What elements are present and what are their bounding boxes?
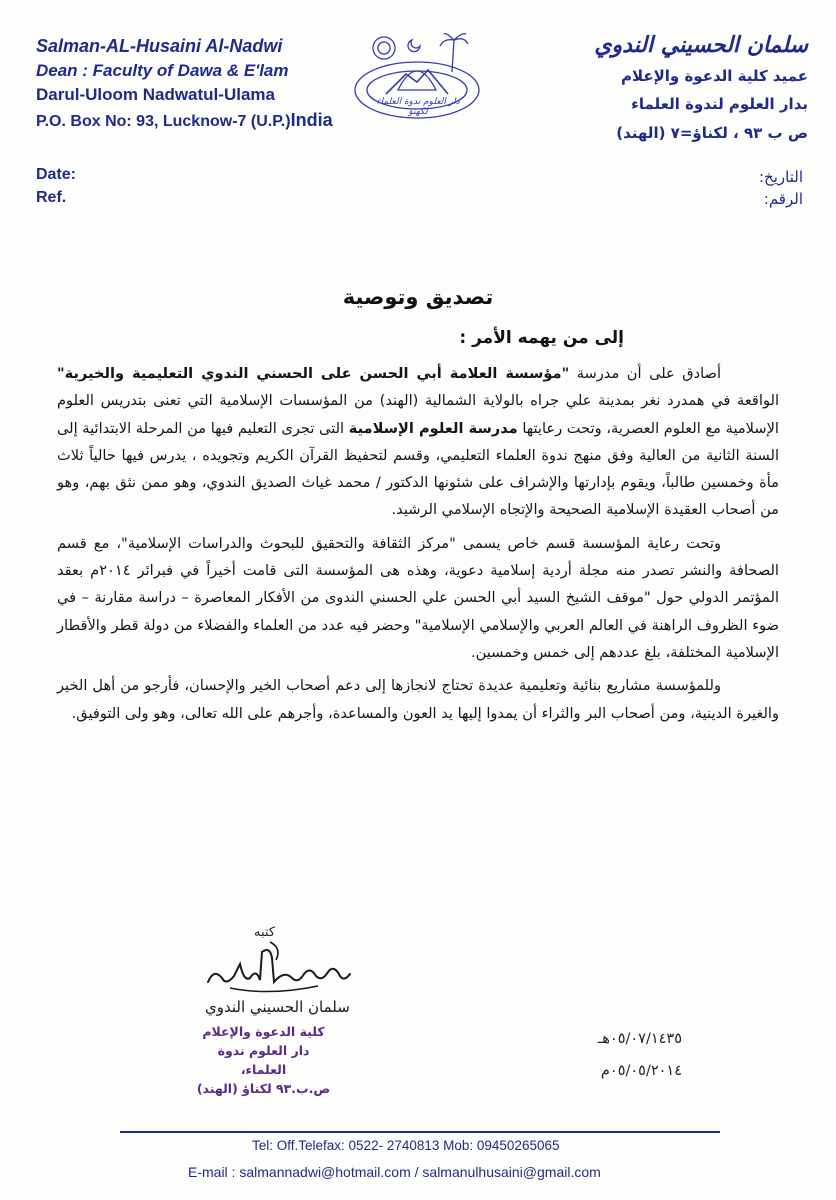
document-title: تصديق وتوصية (342, 285, 494, 309)
stamp-line-2: دار العلوم ندوة العلماء، (217, 1043, 310, 1077)
gregorian-date: ٠٥/٠٥/٢٠١٤م (600, 1063, 682, 1079)
meta-arabic (759, 166, 803, 210)
salutation: إلى من يهمه الأمر : (459, 328, 624, 348)
ref-label-en: Ref. (36, 189, 67, 206)
meta-english (36, 163, 76, 209)
stamp-line-1: كلية الدعوة والإعلام (202, 1024, 325, 1039)
emblem-inscription: دار العلوم ندوة العلماء لكهنؤ (376, 97, 460, 117)
stamp-line-3: ص.ب.٩٣ لكناؤ (الهند) (196, 1081, 331, 1096)
letterhead-english (36, 34, 346, 134)
footer-phones: Tel: Off.Telefax: 0522- 2740813 Mob: 09450265065 (252, 1138, 560, 1153)
letterhead-dean-en: Dean : Faculty of Dawa & E'lam (36, 60, 289, 80)
letterhead-address-ar: ص ب ٩٣ ، لكناؤ=٧ (الهند) (616, 124, 808, 142)
date-label-ar: التاريخ: (759, 168, 803, 186)
letterhead-arabic (508, 30, 808, 148)
address-line-en: P.O. Box No: 93, Lucknow-7 (U.P.) (36, 112, 291, 130)
letterhead-name-ar: سلمان الحسيني الندوي (594, 33, 808, 58)
official-stamp (196, 1022, 331, 1098)
date-label-en: Date: (36, 166, 77, 183)
footer-divider (120, 1131, 720, 1133)
school-name: مدرسة العلوم الإسلامية (348, 419, 518, 437)
foundation-name: "مؤسسة العلامة أبي الحسن على الحسني الندوي التعليمية والخيرية" (57, 365, 570, 382)
email-label: E-mail : (188, 1164, 240, 1180)
ref-label-ar: الرقم: (763, 190, 803, 208)
footer-emails (188, 1164, 601, 1180)
letterhead-address-en (36, 108, 346, 135)
letterhead-name-en: Salman-AL-Husaini Al-Nadwi (36, 36, 283, 56)
letterhead-institution-en: Darul-Uloom Nadwatul-Ulama (36, 85, 275, 104)
emblem-sun (373, 37, 395, 59)
letterhead-dean-ar: عميد كلية الدعوة والإعلام (620, 67, 808, 85)
country-en: India (290, 109, 333, 130)
paragraph-1-part-3: التى تجرى التعليم فيها من المرحلة الابتدائية إلى السنة الثانية من العالية وفق منهج ندوة العلماء التعليمي، وقسم لتحفيظ القرآن الكريم وتجويده ، يدرس فيها حالياً ثلاث مأة وخمسين طالباً، ويقوم بإدارتها والإشراف على شئونها الدكتور / محمد غياث الصديق الندوي، وهو ممن نثق بهم، وهو من أصحاب العقيدة الإسلامية الصحيحة والإتجاه الإسلامي الرشيد. (57, 419, 779, 519)
letter-dates (598, 1023, 682, 1087)
paragraph-1 (57, 360, 779, 524)
paragraph-1-part-1: أصادق على أن مدرسة (569, 365, 721, 382)
signature-label: كتبه (254, 925, 276, 940)
hijri-date: ٠٥/٠٧/١٤٣٥هـ (598, 1031, 682, 1047)
paragraph-3: وللمؤسسة مشاريع بنائية وتعليمية عديدة تحتاج لانجازها إلى دعم أصحاب الخير والإحسان، فأرجو من أهل الخير والغيرة الدينية، ومن أصحاب البر والثراء أن يمدوا إليها يد العون والمساعدة، وأجرهم على الله تعالى، وهو ولى التوفيق. (57, 677, 779, 722)
letter-body (57, 360, 779, 727)
paragraph-2: وتحت رعاية المؤسسة قسم خاص يسمى "مركز الثقافة والتحقيق للبحوث والدراسات الإسلامية"، مع قسم الصحافة والنشر تصدر منه مجلة أردية إسلامية دعوية، وهذه هى المؤسسة التى قامت أخيراً في فبرائر ٢٠١٤م بعقد المؤتمر الدولي حول "موقف الشيخ السيد أبي الحسن علي الحسني الندوى من الأفكار المعاصرة – دراسة مقارنة – في ضوء الظروف الراهنة في العالم العربي والإسلامي الإسلامية" وحضر فيه عدد من العلماء والفضلاء من دولة قطر والأقطار الإسلامية المختلفة، بلغ عددهم إلى خمس وخمسين. (57, 534, 779, 661)
email-separator: / (410, 1164, 423, 1180)
emblem-crescent (408, 40, 420, 52)
email-hotmail-link[interactable]: salmannadwi@hotmail.com (239, 1164, 411, 1180)
signatory-name: سلمان الحسيني الندوي (205, 998, 350, 1016)
letterhead-institution-ar: بدار العلوم لندوة العلماء (631, 95, 808, 113)
email-gmail-link[interactable]: salmanulhusaini@gmail.com (422, 1164, 601, 1180)
emblem-palm-tree (440, 34, 468, 72)
paragraph-1-part-2: الواقعة في همدرد نغر بمدينة علي جراه بالولاية الشمالية (الهند) من المؤسسات الإسلامية التي تعنى بتدريس العلوم الإسلامية مع العلوم العصرية، وتحت رعايتها (57, 392, 779, 437)
